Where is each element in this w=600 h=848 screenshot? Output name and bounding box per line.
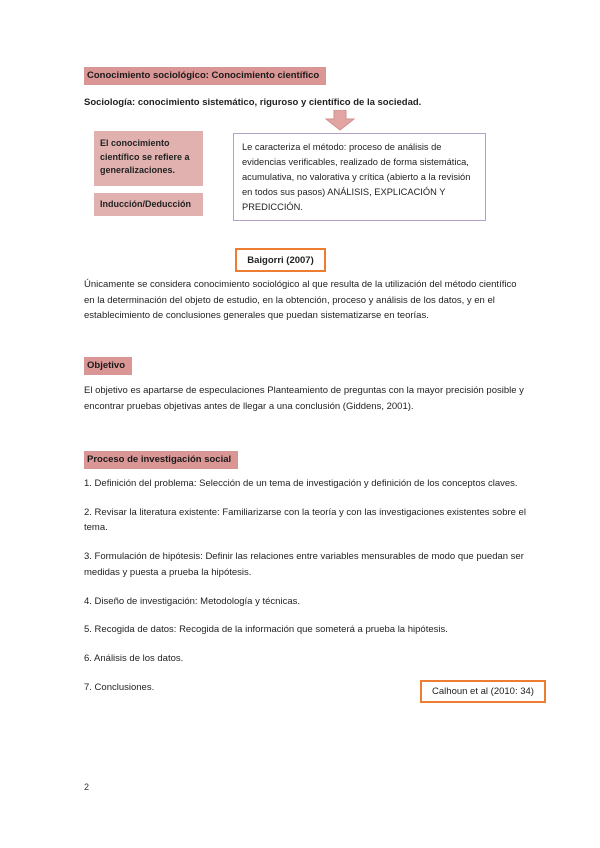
calhoun-citation-box: Calhoun et al (2010: 34) [420,680,546,703]
list-item-step-5: 5. Recogida de datos: Recogida de la información que someterá a prueba la hipótesis. [84,624,448,636]
page-number: 2 [84,782,90,792]
list-item-step-7: 7. Conclusiones. [84,681,155,693]
heading-proceso-investigacion: Proceso de investigación social [84,451,238,469]
down-arrow-icon [325,110,355,131]
heading-conocimiento-sociologico: Conocimiento sociológico: Conocimiento científico [84,67,326,85]
list-item-step-1: 1. Definición del problema: Selección de un tema de investigación y definición de los conceptos claves. [84,478,518,489]
generalizations-box: El conocimiento científico se refiere a generalizaciones. [94,131,203,186]
baigorri-citation-box: Baigorri (2007) [235,248,326,272]
list-item-step-2: 2. Revisar la literatura existente: Familiarizarse con la teoría y con las investigaciones existentes sobre el tema. [84,506,526,534]
induction-deduction-box: Inducción/Deducción [94,193,203,216]
list-item-step-4: 4. Diseño de investigación: Metodología y técnicas. [84,595,300,607]
list-item-step-6: 6. Análisis de los datos. [84,652,184,664]
paragraph-metodo-cientifico: Únicamente se considera conocimiento sociológico al que resulta de la utilización del método científico en la determinación del objeto de estudio, en la obtención, proceso y análisis de los datos, y en el establecimiento de conclusiones generales que puedan sistematizarse en teorías. [84,279,517,322]
list-item-step-3: 3. Formulación de hipótesis: Definir las relaciones entre variables mensurables de modo que puedan ser medidas y puesta a prueba la hipótesis. [84,551,524,578]
method-description-box: Le caracteriza el método: proceso de análisis de evidencias verificables, realizado de forma sistemática, acumulativa, no valorativa y crítica (abierto a la revisión en todos sus pasos) ANÁLISIS, EXPLICACIÓN Y PREDICCIÓN. [233,133,486,221]
intro-line: Sociología: conocimiento sistemático, riguroso y científico de la sociedad. [84,97,422,108]
paragraph-objetivo: El objetivo es apartarse de especulaciones Planteamiento de preguntas con la mayor precisión posible y encontrar pruebas objetivas antes de llegar a una conclusión (Giddens, 2001). [84,385,524,412]
heading-objetivo: Objetivo [84,357,132,375]
research-steps-list [84,476,534,708]
